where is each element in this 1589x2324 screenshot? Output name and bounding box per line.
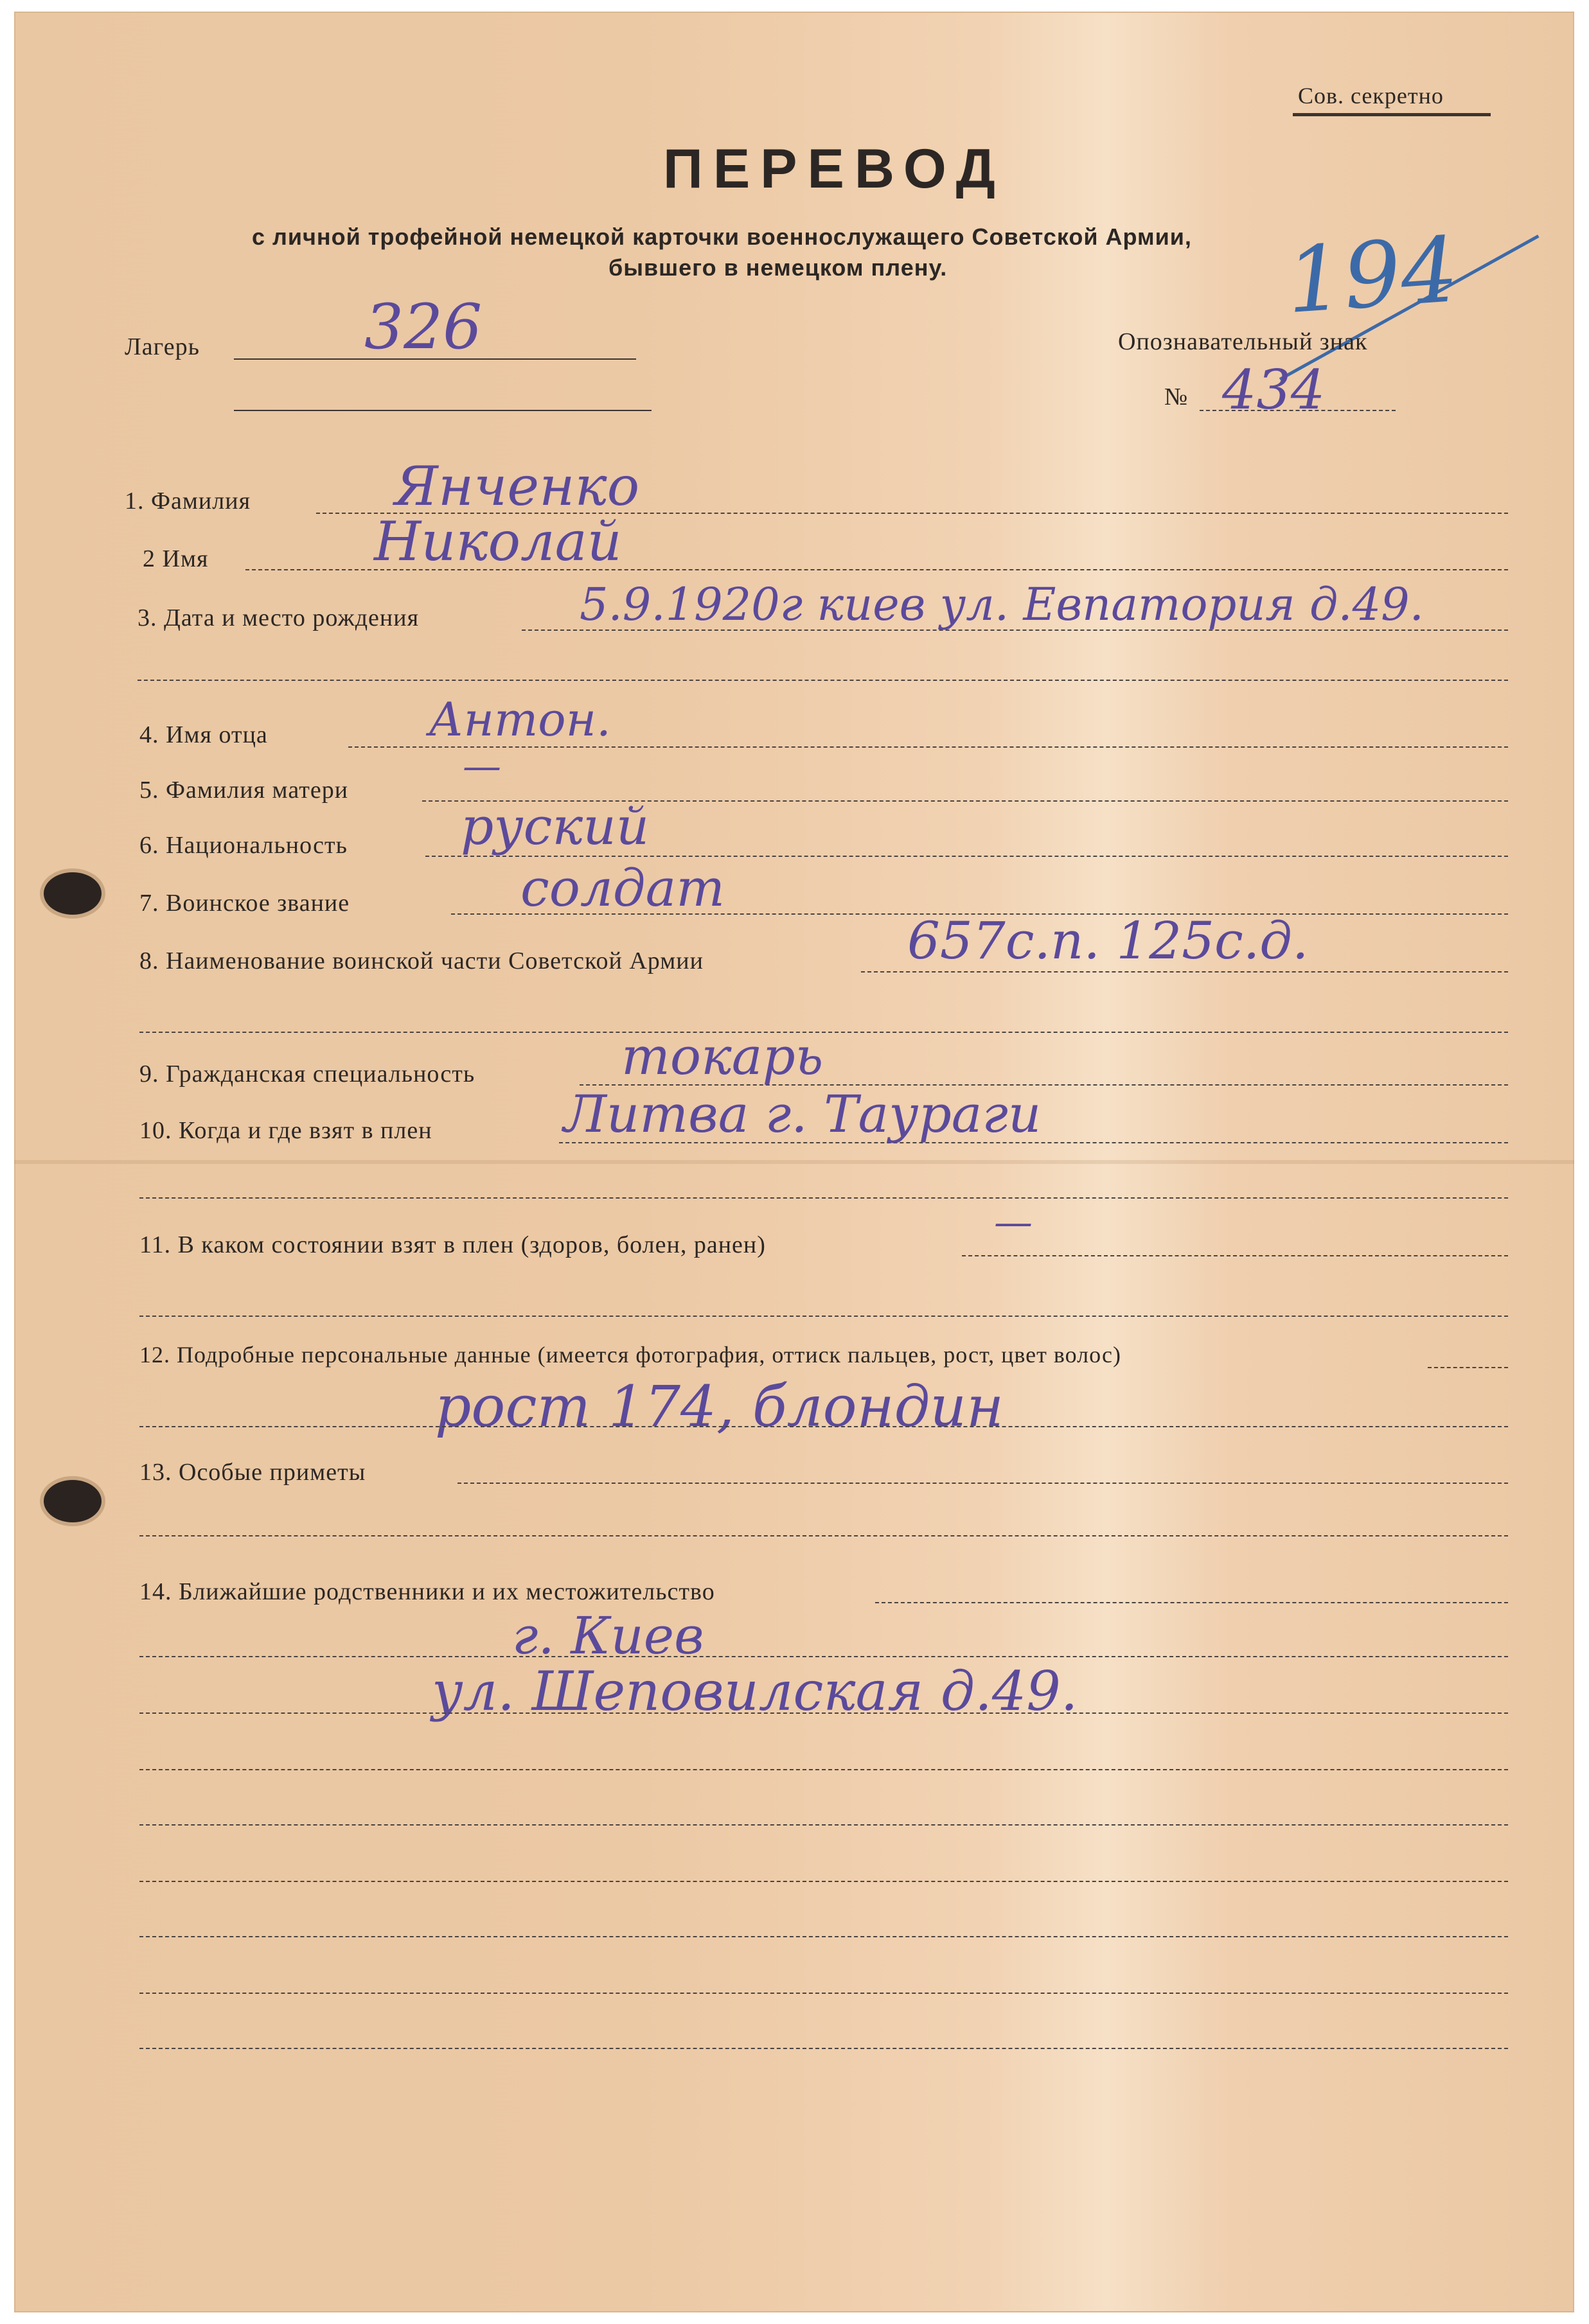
rank-label: 7. Воинское звание bbox=[139, 890, 350, 917]
captured-label: 10. Когда и где взят в плен bbox=[139, 1117, 432, 1144]
unit-label: 8. Наименование воинской части Советской Армии bbox=[139, 947, 704, 974]
condition-line bbox=[962, 1255, 1508, 1256]
unit-value: 657с.п. 125с.д. bbox=[907, 911, 1309, 971]
name-value: Николай bbox=[374, 510, 622, 573]
personal-line-2 bbox=[139, 1426, 1508, 1427]
nationality-label: 6. Национальность bbox=[139, 832, 348, 859]
profession-value: токарь bbox=[621, 1026, 824, 1086]
blank-line bbox=[139, 1769, 1508, 1770]
page-title: ПЕРЕВОД bbox=[663, 138, 1006, 200]
relatives-line-3 bbox=[139, 1712, 1508, 1714]
father-value: Антон. bbox=[429, 692, 611, 746]
document-page bbox=[14, 12, 1574, 2312]
profession-label: 9. Гражданская специальность bbox=[139, 1061, 475, 1087]
relatives-label: 14. Ближайшие родственники и их местожительство bbox=[139, 1578, 715, 1605]
father-line bbox=[348, 746, 1508, 748]
personal-value: рост 174, блондин bbox=[435, 1373, 1004, 1439]
captured-line-2 bbox=[139, 1197, 1508, 1199]
surname-value: Янченко bbox=[395, 455, 640, 518]
classification-underline bbox=[1293, 113, 1491, 116]
rank-value: солдат bbox=[520, 858, 725, 918]
relatives-line bbox=[875, 1602, 1508, 1603]
captured-value: Литва г. Таураги bbox=[564, 1084, 1042, 1144]
birth-line-2 bbox=[138, 680, 1508, 681]
marks-line-2 bbox=[139, 1535, 1508, 1536]
blank-line bbox=[139, 1936, 1508, 1937]
camp-value: 326 bbox=[364, 291, 483, 363]
personal-line bbox=[1428, 1367, 1508, 1368]
father-label: 4. Имя отца bbox=[139, 721, 268, 748]
blank-line bbox=[139, 1824, 1508, 1826]
punch-hole-bottom bbox=[44, 1480, 102, 1522]
subtitle-line-1: с личной трофейной немецкой карточки военнослужащего Советской Армии, bbox=[252, 224, 1192, 250]
id-tag-value: 434 bbox=[1222, 358, 1326, 421]
relatives-value-line-2: ул. Шеповилская д.49. bbox=[432, 1660, 1078, 1723]
nationality-value: руский bbox=[461, 797, 650, 856]
blank-line bbox=[139, 1881, 1508, 1882]
mother-label: 5. Фамилия матери bbox=[139, 777, 349, 804]
condition-label: 11. В каком состоянии взят в плен (здоров, болен, ранен) bbox=[139, 1231, 766, 1258]
id-tag-label: Опознавательный знак bbox=[1118, 328, 1368, 355]
condition-line-2 bbox=[139, 1316, 1508, 1317]
relatives-value-line-1: г. Киев bbox=[512, 1606, 704, 1666]
surname-label: 1. Фамилия bbox=[125, 488, 251, 515]
punch-hole-top bbox=[44, 872, 102, 915]
camp-label: Лагерь bbox=[125, 333, 200, 360]
blank-line bbox=[139, 1993, 1508, 1994]
unit-line bbox=[861, 971, 1508, 973]
camp-line-2 bbox=[234, 410, 652, 411]
personal-label: 12. Подробные персональные данные (имеется фотография, оттиск пальцев, рост, цвет волос) bbox=[139, 1342, 1121, 1368]
birth-label: 3. Дата и место рождения bbox=[138, 604, 420, 631]
marks-line bbox=[457, 1483, 1508, 1484]
id-tag-number-label: № bbox=[1164, 383, 1189, 410]
annotation-number: 194 bbox=[1283, 217, 1462, 335]
birth-value: 5.9.1920г киев ул. Евпатория д.49. bbox=[580, 578, 1424, 631]
marks-label: 13. Особые приметы bbox=[139, 1459, 366, 1486]
blank-line bbox=[139, 2048, 1508, 2049]
fold-crease bbox=[14, 1160, 1574, 1164]
relatives-line-2 bbox=[139, 1656, 1508, 1657]
mother-value: — bbox=[463, 744, 501, 789]
id-tag-line bbox=[1200, 410, 1396, 411]
condition-value: — bbox=[994, 1200, 1033, 1245]
name-label: 2 Имя bbox=[143, 545, 209, 572]
classification-stamp: Сов. секретно bbox=[1298, 83, 1444, 109]
subtitle-line-2: бывшего в немецком плену. bbox=[608, 254, 948, 281]
unit-line-2 bbox=[139, 1032, 1508, 1033]
